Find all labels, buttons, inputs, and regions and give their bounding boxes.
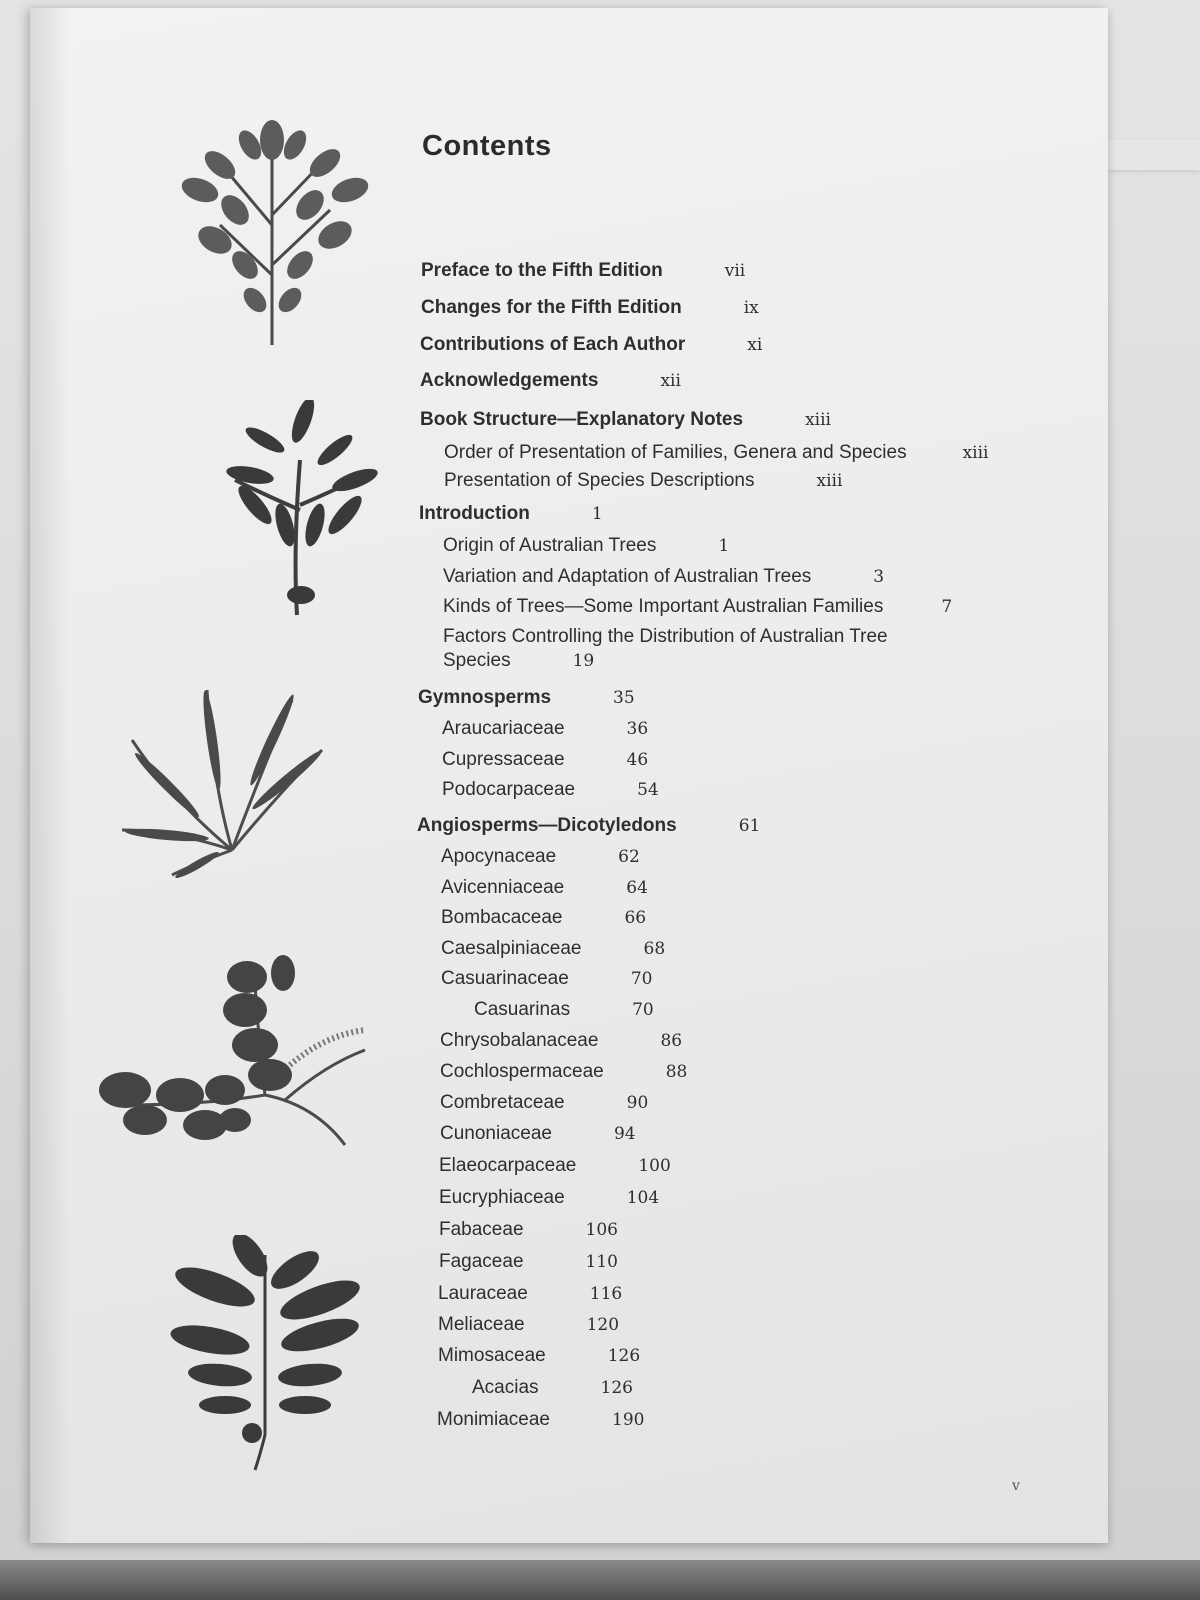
toc-entry-title: Elaeocarpaceae (439, 1155, 577, 1176)
toc-entry-title: Avicenniaceae (441, 877, 565, 898)
toc-entry (443, 650, 594, 672)
toc-entry-title: Casuarinas (474, 999, 571, 1020)
toc-entry-title: Factors Controlling the Distribution of Australian Tree (443, 626, 888, 647)
toc-entry-title: Chrysobalanaceae (440, 1030, 599, 1051)
toc-entry-page: 90 (626, 1093, 649, 1113)
toc-entry (440, 1092, 648, 1114)
toc-entry (442, 749, 648, 771)
toc-entry-page: 70 (630, 969, 653, 989)
toc-entry-page: 46 (626, 750, 649, 770)
toc-entry-page: 104 (626, 1188, 660, 1208)
toc-entry (444, 442, 988, 464)
toc-entry (443, 596, 952, 618)
toc-entry-page: 7 (941, 597, 953, 617)
toc-entry-title: Casuarinaceae (441, 968, 569, 989)
toc-entry (442, 779, 659, 801)
toc-entry (441, 968, 652, 990)
toc-entry-title: Acknowledgements (420, 370, 599, 391)
toc-entry-title: Origin of Australian Trees (443, 535, 657, 556)
toc-entry-page: 61 (738, 816, 761, 836)
toc-entry (439, 1219, 618, 1241)
toc-entry-title: Podocarpaceae (442, 779, 576, 800)
toc-entry-title: Apocynaceae (441, 846, 557, 867)
toc-entry-page: 88 (665, 1062, 688, 1082)
toc-entry (440, 1123, 636, 1145)
toc-entry-page: 116 (589, 1284, 623, 1304)
toc-entry-page: xiii (962, 443, 989, 463)
toc-entry-title: Lauraceae (438, 1283, 528, 1304)
toc-entry-page: 68 (643, 939, 666, 959)
toc-entry-page: 94 (613, 1124, 636, 1144)
toc-entry-title: Introduction (419, 503, 530, 524)
toc-entry-title: Angiosperms—Dicotyledons (417, 815, 677, 836)
toc-entry (421, 260, 745, 282)
toc-entry (443, 535, 729, 557)
toc-entry-title: Bombacaceae (441, 907, 563, 928)
toc-entry-title: Caesalpiniaceae (441, 938, 582, 959)
toc-entry-title: Contributions of Each Author (420, 334, 686, 355)
page-title: Contents (422, 130, 552, 162)
toc-entry-page: 19 (572, 651, 595, 671)
toc-entry (419, 503, 603, 525)
toc-entry (441, 938, 665, 960)
toc-entry (439, 1251, 618, 1273)
toc-entry-title: Cupressaceae (442, 749, 565, 770)
toc-entry-page: 120 (586, 1315, 620, 1335)
toc-entry (472, 1377, 633, 1399)
toc-entry-title: Monimiaceae (437, 1409, 550, 1430)
toc-entry-title: Fabaceae (439, 1219, 524, 1240)
toc-entry (437, 1409, 644, 1431)
toc-entry (438, 1345, 640, 1367)
toc-entry-title: Variation and Adaptation of Australian Trees (443, 566, 812, 587)
toc-entry (417, 815, 760, 837)
toc-entry-page: 1 (591, 504, 603, 524)
toc-entry-page: 36 (626, 719, 649, 739)
toc-entry-title: Book Structure—Explanatory Notes (420, 409, 744, 430)
toc-entry (439, 1187, 659, 1209)
toc-entry-title: Changes for the Fifth Edition (421, 297, 682, 318)
toc-entry-page: 70 (632, 1000, 654, 1020)
toc-entry-title: Meliaceae (438, 1314, 525, 1335)
toc-entry-page: xiii (805, 410, 831, 430)
toc-entry (420, 370, 681, 392)
toc-entry-page: 190 (612, 1410, 645, 1430)
toc-entry-title: Cochlospermaceae (440, 1061, 604, 1082)
toc-entry-page: xi (747, 335, 763, 355)
toc-entry (443, 566, 884, 588)
toc-entry (439, 1155, 671, 1177)
toc-entry-title: Gymnosperms (418, 687, 552, 708)
toc-entry-page: vii (724, 261, 746, 281)
toc-entry-page: 100 (638, 1156, 671, 1176)
toc-entry-page: 62 (618, 847, 640, 867)
toc-entry (438, 1283, 622, 1305)
toc-entry-title: Kinds of Trees—Some Important Australian Families (443, 596, 884, 617)
toc-entry-title: Combretaceae (440, 1092, 565, 1113)
toc-entry-title: Cunoniaceae (440, 1123, 552, 1144)
toc-entry (440, 1061, 687, 1083)
toc-entry (443, 626, 888, 648)
toc-entry-page: 54 (637, 780, 659, 800)
toc-entry-title: Mimosaceae (438, 1345, 546, 1366)
toc-entry-title: Species (443, 650, 511, 671)
toc-entry-title: Eucryphiaceae (439, 1187, 565, 1208)
toc-entry (420, 334, 762, 356)
toc-entry-title: Araucariaceae (442, 718, 565, 739)
toc-entry (420, 409, 831, 431)
toc-entry-page: 66 (624, 908, 647, 928)
toc-entry (438, 1314, 619, 1336)
toc-entry-page: 1 (718, 536, 730, 556)
page-number: v (1012, 1478, 1020, 1494)
toc-entry-page: 35 (613, 688, 635, 708)
toc-entry-title: Fagaceae (439, 1251, 524, 1272)
toc-entry-page: xiii (816, 471, 843, 491)
toc-entry-title: Order of Presentation of Families, Genera and Species (444, 442, 907, 463)
toc-entry-page: ix (743, 298, 759, 318)
toc-entry-page: 126 (607, 1346, 641, 1366)
toc-entry-title: Acacias (472, 1377, 539, 1398)
toc-entry-page: 106 (585, 1220, 618, 1240)
toc-entry-page: 86 (660, 1031, 683, 1051)
toc-entry (441, 846, 640, 868)
toc-entry (441, 907, 646, 929)
toc-entry (474, 999, 654, 1021)
toc-entry (418, 687, 635, 709)
toc-entry-page: 126 (600, 1378, 633, 1398)
toc-entry-page: 110 (585, 1252, 618, 1272)
toc-entry (442, 718, 648, 740)
toc-entry (444, 470, 842, 492)
toc-entry-page: xii (660, 371, 681, 391)
toc-entry-page: 64 (626, 878, 648, 898)
toc-entry (421, 297, 759, 319)
toc-entry (440, 1030, 682, 1052)
toc-entry-title: Presentation of Species Descriptions (444, 470, 755, 491)
toc-entry-page: 3 (873, 567, 885, 587)
toc-entry (441, 877, 648, 899)
toc-entry-title: Preface to the Fifth Edition (421, 260, 663, 281)
